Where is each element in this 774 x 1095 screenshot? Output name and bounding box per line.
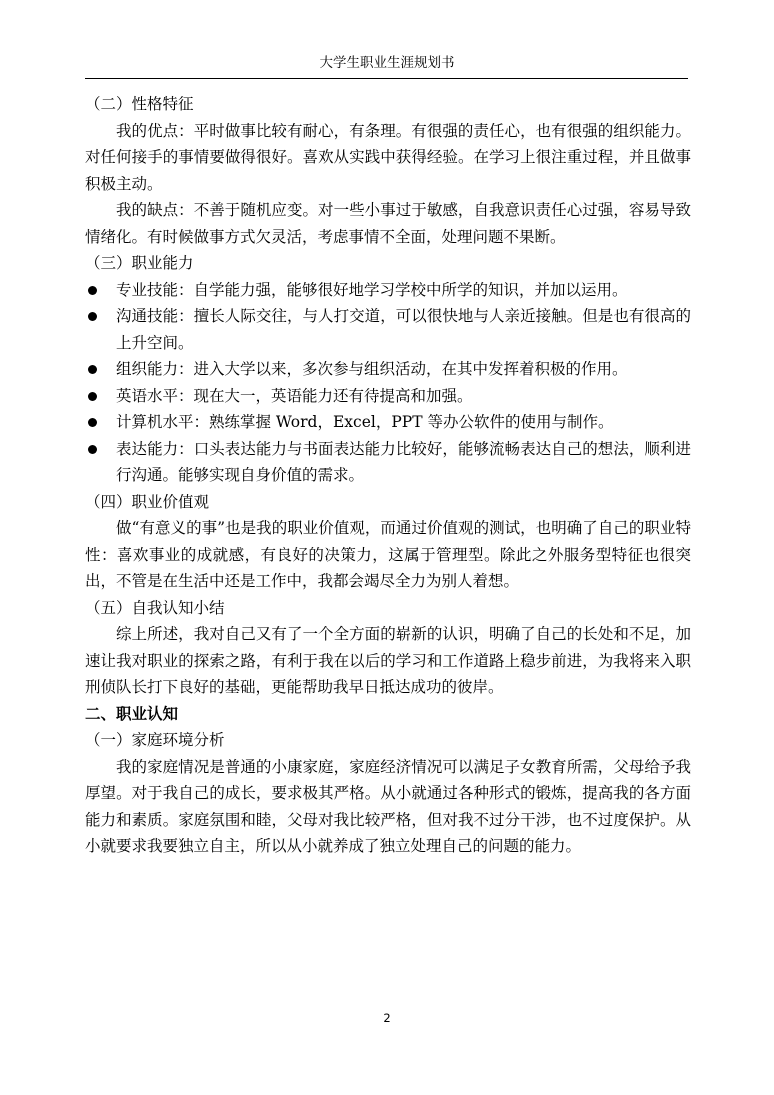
section-heading-family: （一）家庭环境分析 <box>85 731 225 749</box>
paragraph-strengths: 我的优点：平时做事比较有耐心，有条理。有很强的责任心，也有很强的组织能力。对任何接手的事情要做得很好。喜欢从实践中获得经验。在学习上很注重过程，并且做事积极主动。 <box>85 121 691 193</box>
paragraph-family: 我的家庭情况是普通的小康家庭，家庭经济情况可以满足子女教育所需，父母给予我厚望。对于我自己的成长，要求极其严格。从小就通过各种形式的锻炼，提高我的各方面能力和素质。家庭氛围和睦，父母对我比较严格，但对我不过分干涉，也不过度保护。从小就要求我要独立自主，所以从小就养成了独立处理自己的问题的能力。 <box>85 757 691 855</box>
paragraph-values: 做“有意义的事”也是我的职业价值观，而通过价值观的测试，也明确了自己的职业特性：喜欢事业的成就感，有良好的决策力，这属于管理型。除此之外服务型特征也很突出，不管是在生活中还是工作中，我都会竭尽全力为别人着想。 <box>85 519 691 590</box>
list-item <box>85 356 691 383</box>
list-item-text: 计算机水平：熟练掌握 Word，Excel，PPT 等办公软件的使用与制作。 <box>116 413 614 431</box>
list-item <box>85 303 691 356</box>
page-number: 2 <box>383 1011 391 1025</box>
list-item-text: 专业技能：自学能力强，能够很好地学习学校中所学的知识，并加以运用。 <box>116 280 628 299</box>
bullet-icon <box>88 312 97 321</box>
bullet-icon <box>88 365 97 374</box>
list-item <box>85 436 691 489</box>
paragraph-summary: 综上所述，我对自己又有了一个全方面的崭新的认识，明确了自己的长处和不足，加速让我对职业的探索之路，有利于我在以后的学习和工作道路上稳步前进，为我将来入职刑侦队长打下良好的基础，更能帮助我早日抵达成功的彼岸。 <box>85 625 691 696</box>
chapter-heading-career: 二、职业认知 <box>85 704 179 723</box>
list-item <box>85 383 691 410</box>
page-content <box>85 91 691 860</box>
header-divider <box>85 78 688 79</box>
bullet-icon <box>88 418 97 427</box>
list-item-text: 组织能力：进入大学以来，多次参与组织活动，在其中发挥着积极的作用。 <box>116 360 628 378</box>
list-item <box>85 277 691 304</box>
paragraph-weaknesses: 我的缺点：不善于随机应变。对一些小事过于敏感，自我意识责任心过强，容易导致情绪化。有时候做事方式欠灵活，考虑事情不全面，处理问题不果断。 <box>85 201 691 246</box>
section-heading-abilities: （三）职业能力 <box>85 254 194 272</box>
bullet-icon <box>88 286 97 295</box>
page-header: 大学生职业生涯规划书 <box>319 55 455 71</box>
list-item-text: 表达能力：口头表达能力与书面表达能力比较好，能够流畅表达自己的想法，顺利进行沟通。能够实现自身价值的需求。 <box>116 439 691 484</box>
list-item <box>85 409 691 436</box>
bullet-icon <box>88 392 97 401</box>
bullet-icon <box>88 445 97 454</box>
list-item-text: 沟通技能：擅长人际交往，与人打交道，可以很快地与人亲近接触。但是也有很高的上升空间。 <box>116 307 691 352</box>
abilities-list <box>85 277 691 489</box>
section-heading-summary: （五）自我认知小结 <box>85 598 225 617</box>
section-heading-values: （四）职业价值观 <box>85 492 210 511</box>
list-item-text: 英语水平：现在大一，英语能力还有待提高和加强。 <box>116 386 473 405</box>
section-heading-personality: （二）性格特征 <box>85 95 194 113</box>
